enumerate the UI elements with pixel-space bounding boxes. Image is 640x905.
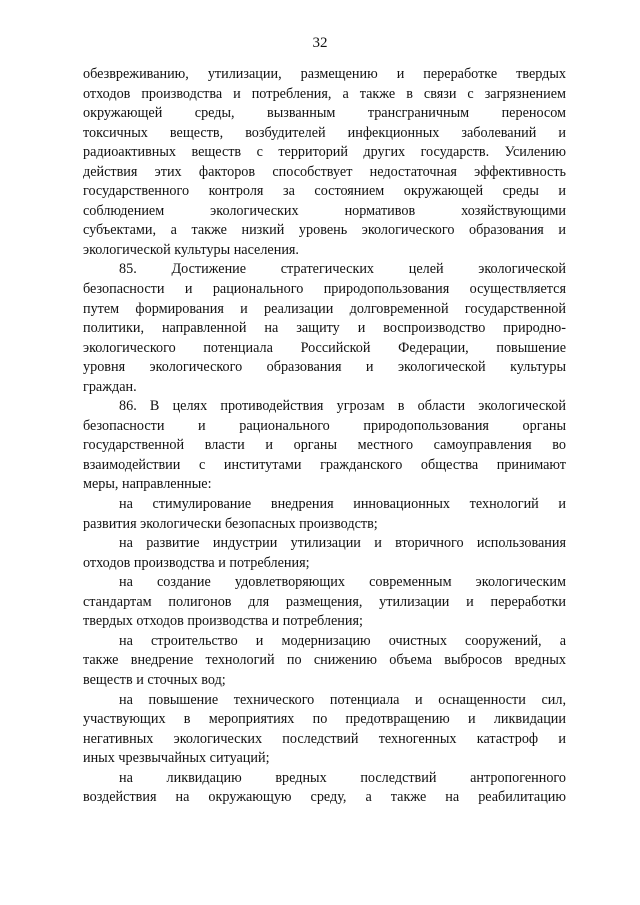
text-line: на повышение технического потенциала и оснащенности сил, — [119, 691, 566, 708]
text-line: 86. В целях противодействия угрозам в области экологической — [119, 398, 566, 415]
text-line: на развитие индустрии утилизации и вторичного использования — [119, 535, 566, 552]
text-line: отходов производства и потребления, а также в связи с загрязнением — [83, 85, 566, 102]
text-line: обезвреживанию, утилизации, размещению и переработке твердых — [83, 66, 566, 82]
text-line: безопасности и рационального природопользования осуществляется — [83, 281, 566, 298]
text-line: участвующих в мероприятиях по предотвращению и ликвидации — [83, 711, 566, 728]
text-line: экологической культуры населения. — [83, 241, 299, 258]
text-line: окружающей среды, вызванным трансграничным переносом — [83, 105, 566, 122]
text-line: 85. Достижение стратегических целей экологической — [119, 261, 566, 278]
body-text — [83, 65, 566, 808]
text-line: экологического потенциала Российской Федерации, повышение — [83, 339, 566, 356]
text-line: радиоактивных веществ с территорий других государств. Усилению — [83, 144, 566, 161]
text-line: стандартам полигонов для размещения, утилизации и переработки — [83, 593, 566, 610]
text-line: меры, направленные: — [83, 476, 212, 493]
text-line: на создание удовлетворяющих современным экологическим — [119, 574, 566, 591]
text-line: веществ и сточных вод; — [83, 671, 226, 688]
text-line: также внедрение технологий по снижению объема выбросов вредных — [83, 652, 566, 669]
text-line: государственной власти и органы местного самоуправления во — [83, 437, 566, 454]
text-line: токсичных веществ, возбудителей инфекционных заболеваний и — [83, 124, 566, 141]
text-line: воздействия на окружающую среду, а также на реабилитацию — [83, 789, 566, 806]
text-line: на стимулирование внедрения инновационных технологий и — [119, 496, 566, 513]
text-line: взаимодействии с институтами гражданского общества принимают — [83, 456, 566, 473]
text-line: иных чрезвычайных ситуаций; — [83, 750, 270, 767]
text-line: негативных экологических последствий техногенных катастроф и — [83, 730, 566, 747]
text-line: путем формирования и реализации долговременной государственной — [83, 300, 566, 317]
text-line: безопасности и рационального природопользования органы — [83, 417, 566, 434]
text-line: уровня экологического образования и экологической культуры — [83, 359, 566, 376]
text-line: на ликвидацию вредных последствий антропогенного — [119, 769, 566, 786]
text-line: государственного контроля за состоянием окружающей среды и — [83, 183, 566, 200]
text-line: соблюдением экологических нормативов хозяйствующими — [83, 202, 566, 219]
text-line: отходов производства и потребления; — [83, 554, 310, 571]
text-line: твердых отходов производства и потребления; — [83, 613, 363, 630]
text-line: граждан. — [83, 378, 137, 395]
text-line: развития экологически безопасных производств; — [83, 515, 378, 532]
text-line: на строительство и модернизацию очистных сооружений, а — [119, 632, 566, 649]
text-line: политики, направленной на защиту и воспроизводство природно- — [83, 320, 566, 337]
page-number: 32 — [312, 35, 328, 51]
text-line: действия этих факторов способствует недостаточная эффективность — [83, 163, 566, 180]
text-line: субъектами, а также низкий уровень экологического образования и — [83, 222, 566, 239]
